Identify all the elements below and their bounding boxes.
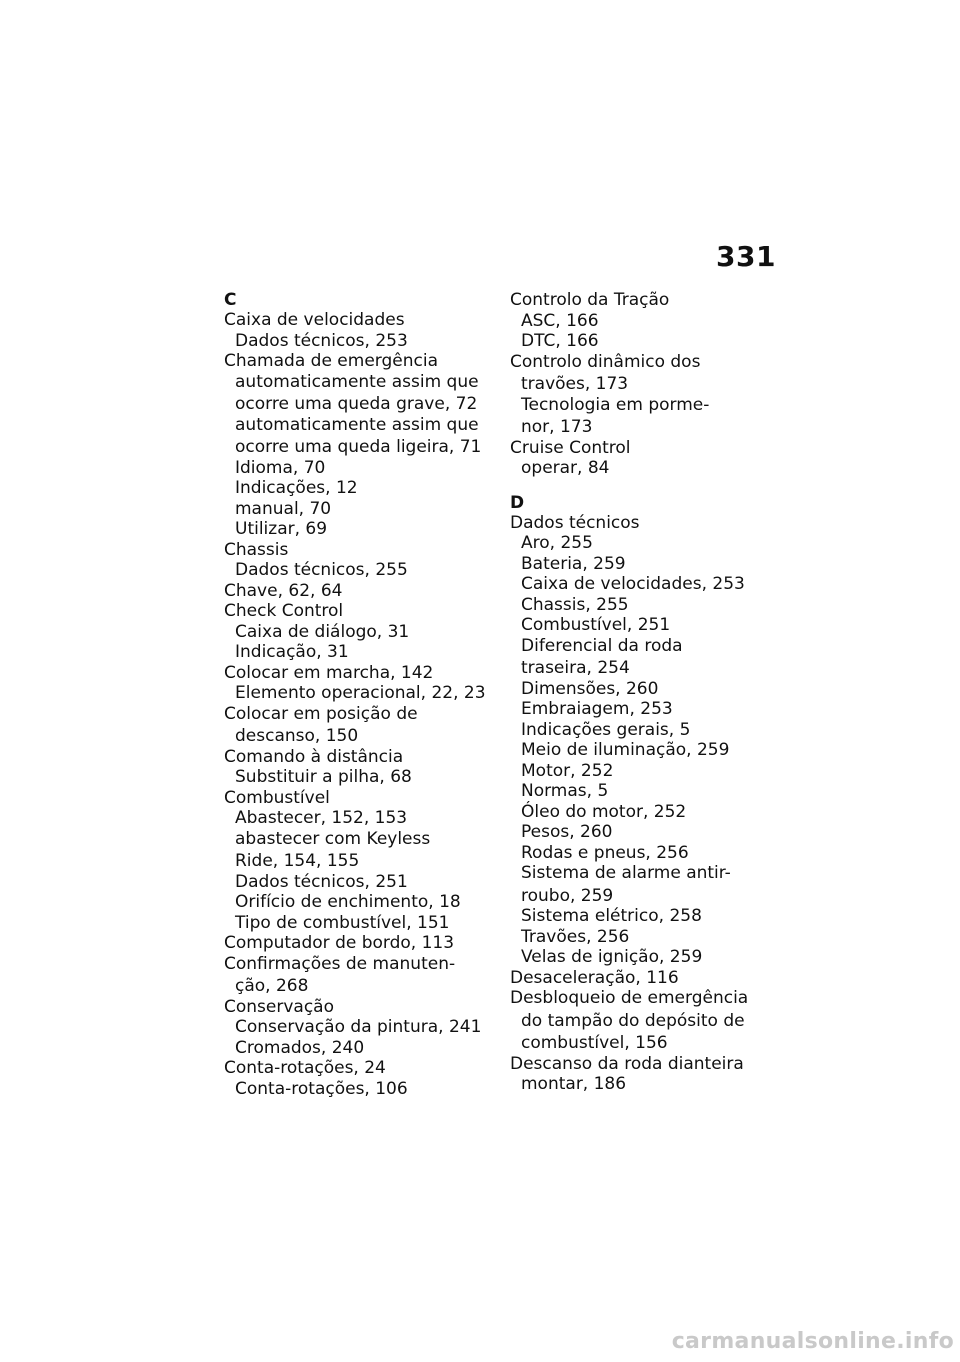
index-entry: Computador de bordo, 113 [224,933,455,953]
index-subentry: Orifício de enchimento, 18 [235,892,461,912]
index-subentry: Conservação da pintura, 241 [235,1017,482,1037]
index-subentry: Chassis, 255 [521,594,629,615]
index-subentry: automaticamente assim que [235,414,479,435]
index-subentry: Caixa de diálogo, 31 [235,621,410,642]
index-subentry: Dimensões, 260 [521,678,659,699]
page-number: 331 [716,240,776,273]
index-entry: Comando à distância [224,746,404,767]
index-column-right [510,290,770,1095]
index-subentry: Óleo do motor, 252 [521,801,687,822]
index-column-left [224,290,494,1099]
index-entry: Chamada de emergência [224,351,438,371]
index-subentry: Sistema de alarme antir- [521,863,731,883]
index-letter-c: C [224,290,237,310]
index-subentry: Indicações gerais, 5 [521,719,691,740]
index-subentry: Elemento operacional, 22, 23 [235,683,486,703]
index-subentry: Abastecer, 152, 153 [235,808,408,828]
index-entry-continuation: travões, 173 [521,374,629,394]
index-subentry: Dados técnicos, 255 [235,560,408,580]
index-subentry: Indicações, 12 [235,478,358,498]
index-subentry: Normas, 5 [521,781,609,801]
index-entry-continuation: combustível, 156 [521,1033,668,1053]
index-entry: Controlo dinâmico dos [510,351,701,372]
index-entry: Combustível [224,787,330,808]
index-entry-continuation: nor, 173 [521,417,593,437]
index-entry: Chassis [224,539,289,560]
index-entry-continuation: ocorre uma queda ligeira, 71 [235,437,482,457]
index-entry: Desaceleração, 116 [510,967,679,988]
index-subentry: Idioma, 70 [235,457,326,478]
index-subentry: montar, 186 [521,1074,627,1094]
index-entries-d [510,513,770,1095]
index-entry-continuation: traseira, 254 [521,658,630,678]
index-subentry: Diferencial da roda [521,635,683,656]
index-entry: Conta-rotações, 24 [224,1058,386,1078]
index-entry: Conservação [224,996,334,1017]
index-entry: Desbloqueio de emergência [510,988,749,1008]
index-subentry: Combustível, 251 [521,615,671,635]
index-entry: Caixa de velocidades [224,310,405,330]
index-subentry: operar, 84 [521,458,610,478]
index-entry: Cruise Control [510,437,631,458]
index-subentry: Tipo de combustível, 151 [235,912,450,933]
index-subentry: Dados técnicos, 251 [235,871,408,892]
index-entries-c [224,310,494,1099]
index-entry-continuation: Ride, 154, 155 [235,851,360,871]
index-letter-d: D [510,492,525,513]
index-entry-continuation: descanso, 150 [235,726,359,746]
index-subentry: Embraiagem, 253 [521,699,673,719]
index-subentry: Substituir a pilha, 68 [235,767,412,787]
index-entry: Check Control [224,601,344,621]
index-subentry: abastecer com Keyless [235,828,431,849]
index-entry: Colocar em posição de [224,703,418,724]
index-subentry: Aro, 255 [521,533,593,553]
index-subentry: manual, 70 [235,498,332,519]
section-gap [510,479,770,493]
index-entry: Chave, 62, 64 [224,580,343,601]
index-subentry: Motor, 252 [521,760,614,781]
index-subentry: Utilizar, 69 [235,519,328,539]
index-subentry: ASC, 166 [521,310,599,331]
index-subentry: Caixa de velocidades, 253 [521,574,745,594]
index-subentry: Tecnologia em porme- [521,394,710,415]
index-entry: Controlo da Tração [510,290,670,310]
index-entry: Colocar em marcha, 142 [224,662,434,683]
index-subentry: Sistema elétrico, 258 [521,906,702,926]
index-subentry: Dados técnicos, 253 [235,330,408,351]
index-entry: Confirmações de manuten- [224,953,456,974]
watermark-text: carmanualsonline.info [671,1329,954,1354]
index-subentry: Pesos, 260 [521,822,613,842]
index-entry: Dados técnicos [510,512,640,533]
index-subentry: Velas de ignição, 259 [521,947,703,967]
index-entry-continuation: roubo, 259 [521,885,614,906]
index-subentry: Conta-rotações, 106 [235,1078,408,1099]
index-subentry: Indicação, 31 [235,642,349,662]
index-subentry: DTC, 166 [521,331,599,351]
index-subentry: automaticamente assim que [235,371,479,392]
index-subentry: Meio de iluminação, 259 [521,740,730,760]
index-subentry: Rodas e pneus, 256 [521,842,689,863]
index-entry-continuation: ção, 268 [235,976,309,996]
index-subentry: Travões, 256 [521,926,630,947]
index-entries-c-continued [510,290,770,479]
index-subentry: Cromados, 240 [235,1037,365,1058]
index-entry-continuation: ocorre uma queda grave, 72 [235,394,478,414]
index-entry-continuation: do tampão do depósito de [521,1010,745,1031]
index-entry: Descanso da roda dianteira [510,1053,744,1074]
index-subentry: Bateria, 259 [521,553,626,574]
